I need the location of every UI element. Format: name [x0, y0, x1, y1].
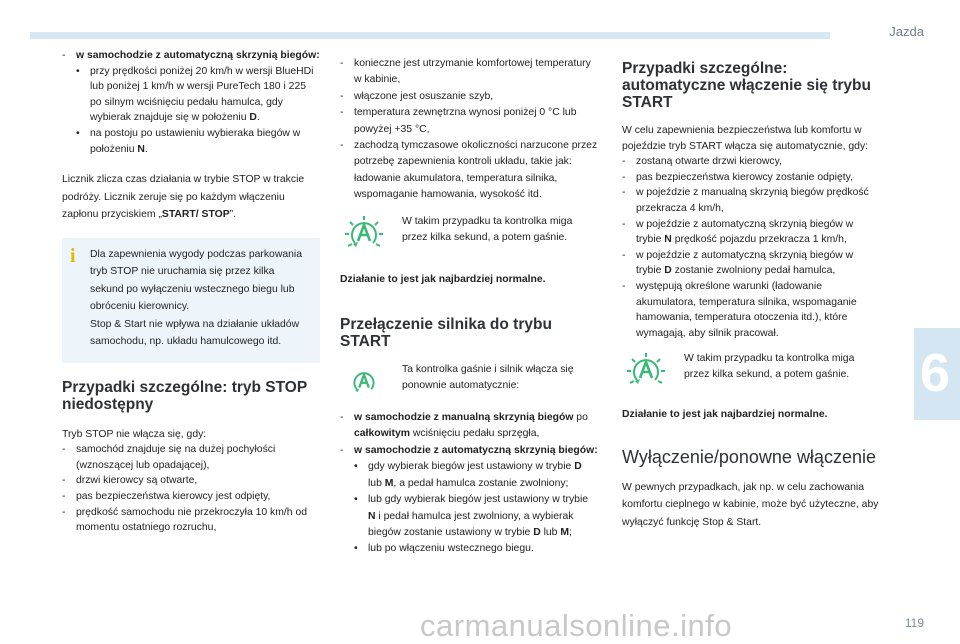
list-item: - w pojeździe z automatyczną skrzynią biegów w trybie N prędkość pojazdu przekracza 1 km/h,: [622, 218, 854, 246]
list-item: - występują określone warunki (ładowanie akumulatora, temperatura silnika, wspomaganie hamowania, temperatura otoczenia itd.), które wymagają, aby silnik pracował.: [622, 280, 857, 339]
heading-stop-unavailable: Przypadki szczególne: tryb STOP niedostępny: [62, 378, 307, 413]
chapter-tab: [914, 328, 960, 420]
lamp-off-note: Ta kontrolka gaśnie i silnik włącza się ponownie automatycznie:: [340, 362, 598, 398]
bullet-item: • gdy wybierak biegów jest ustawiony w trybie D lub M, a pedał hamulca zostanie zwolniony;: [354, 461, 582, 489]
paragraph: W celu zapewnienia bezpieczeństwa lub komfortu w pojeździe tryb START włącza się automatycznie, gdy:: [622, 125, 869, 152]
bullet-item: • lub po włączeniu wstecznego biegu.: [354, 543, 534, 555]
list-item: - prędkość samochodu nie przekroczyła 10 km/h od momentu ostatniego rozruchu,: [62, 506, 308, 534]
list-item: - w samochodzie z automatyczną skrzynią biegów: • przy prędkości poniżej 20 km/h w wersji BlueHDi lub poniżej 1 km/h w wersji PureTech 180 i 225 po silnym wciśnięciu pedału hamulca, gdy wybierak znajduje się w położeniu D. • na postoju po ustawieniu wybieraka biegów w położeniu N.: [62, 48, 320, 157]
list-item: - pas bezpieczeństwa kierowcy jest odpięty,: [62, 491, 271, 503]
column-1: [62, 48, 320, 536]
column-2: [340, 56, 598, 558]
bullet-item: • lub gdy wybierak biegów jest ustawiony w trybie N i pedał hamulca jest zwolniony, a wybierak biegów zostanie ustawiony w trybie D lub M;: [354, 494, 589, 538]
info-box: i Dla zapewnienia wygody podczas parkowania tryb STOP nie uruchamia się przez kilka sekund po wyłączeniu wstecznego biegu lub obróceniu kierownicy. Stop & Start nie wpływa na działanie układów samochodu, np. układu hamulcowego itd.: [62, 238, 320, 363]
list-item: - w samochodzie z automatyczną skrzynią biegów: • gdy wybierak biegów jest ustawiony w trybie D lub M, a pedał hamulca zostanie zwolniony; • lub gdy wybierak biegów jest ustawiony w trybie N i pedał hamulca jest zwolniony, a wybierak biegów zostanie ustawiony w trybie D lub M; • lub po włączeniu wstecznego biegu.: [340, 443, 598, 558]
paragraph: W pewnych przypadkach, jak np. w celu zachowania komfortu cieplnego w kabinie, może być użyteczne, aby wyłączyć funkcję Stop & Start.: [622, 481, 879, 528]
stop-start-auto-a-icon: [626, 351, 666, 391]
stop-start-auto-a-icon: [344, 214, 384, 254]
list-item: - w samochodzie z manualną skrzynią biegów po całkowitym wciśnięciu pedału sprzęgła,: [340, 412, 588, 440]
heading-start-mode: Przełączenie silnika do trybu START: [340, 316, 552, 351]
info-icon: i: [70, 244, 76, 267]
section-title: Jazda: [889, 24, 924, 39]
list-item: - konieczne jest utrzymanie komfortowej temperatury w kabinie,: [340, 58, 591, 86]
heading-disable: Wyłączenie/ponowne włączenie: [622, 446, 876, 467]
normal-note: Działanie to jest jak najbardziej normalne.: [340, 273, 546, 285]
list-item: - samochód znajduje się na dużej pochyłości (wznoszącej lub opadającej),: [62, 444, 276, 471]
column-3: [622, 60, 880, 531]
list-item: - zostaną otwarte drzwi kierowcy,: [622, 156, 782, 168]
heading-auto-start: Przypadki szczególne: automatyczne włączenie się trybu START: [622, 60, 871, 111]
list-item: - temperatura zewnętrzna wynosi poniżej 0 °C lub powyżej +35 °C,: [340, 107, 577, 135]
list-item: - pas bezpieczeństwa kierowcy zostanie odpięty,: [622, 171, 853, 183]
warning-lamp-note: W takim przypadku ta kontrolka miga przez kilka sekund, a potem gaśnie.: [622, 351, 880, 397]
watermark: carmanualsonline.info: [420, 608, 733, 643]
bullet-item: • przy prędkości poniżej 20 km/h w wersji BlueHDi lub poniżej 1 km/h w wersji PureTech 180 i 225 po silnym wciśnięciu pedału hamulca, gdy wybierak znajduje się w położeniu D.: [76, 65, 314, 124]
header-rule: [30, 32, 830, 39]
list-item: - w pojeździe z automatyczną skrzynią biegów w trybie D zostanie zwolniony pedał hamulca,: [622, 249, 854, 277]
normal-note: Działanie to jest jak najbardziej normalne.: [622, 409, 828, 421]
list-item: - w pojeździe z manualną skrzynią biegów prędkość przekracza 4 km/h,: [622, 187, 869, 214]
bullet-item: • na postoju po ustawieniu wybieraka biegów w położeniu N.: [76, 127, 301, 155]
page-number: 119: [904, 616, 924, 630]
paragraph: Tryb STOP nie włącza się, gdy:: [62, 428, 207, 440]
chapter-number: 6: [920, 343, 951, 403]
warning-lamp-note: W takim przypadku ta kontrolka miga przez kilka sekund, a potem gaśnie.: [340, 214, 598, 260]
stop-start-auto-a-icon: [348, 366, 380, 398]
list-item: - włączone jest osuszanie szyb,: [340, 90, 494, 102]
counter-paragraph: Licznik zlicza czas działania w trybie STOP w trakcie podróży. Licznik zeruje się po każdym włączeniu zapłonu przyciskiem „START/ STOP”.: [62, 174, 305, 221]
list-item: - zachodzą tymczasowe okoliczności narzucone przez potrzebę zapewnienia kontroli układu, takie jak: ładowanie akumulatora, temperatura silnika, wspomaganie hamowania, wysokość itd.: [340, 140, 598, 201]
list-item: - drzwi kierowcy są otwarte,: [62, 475, 198, 487]
